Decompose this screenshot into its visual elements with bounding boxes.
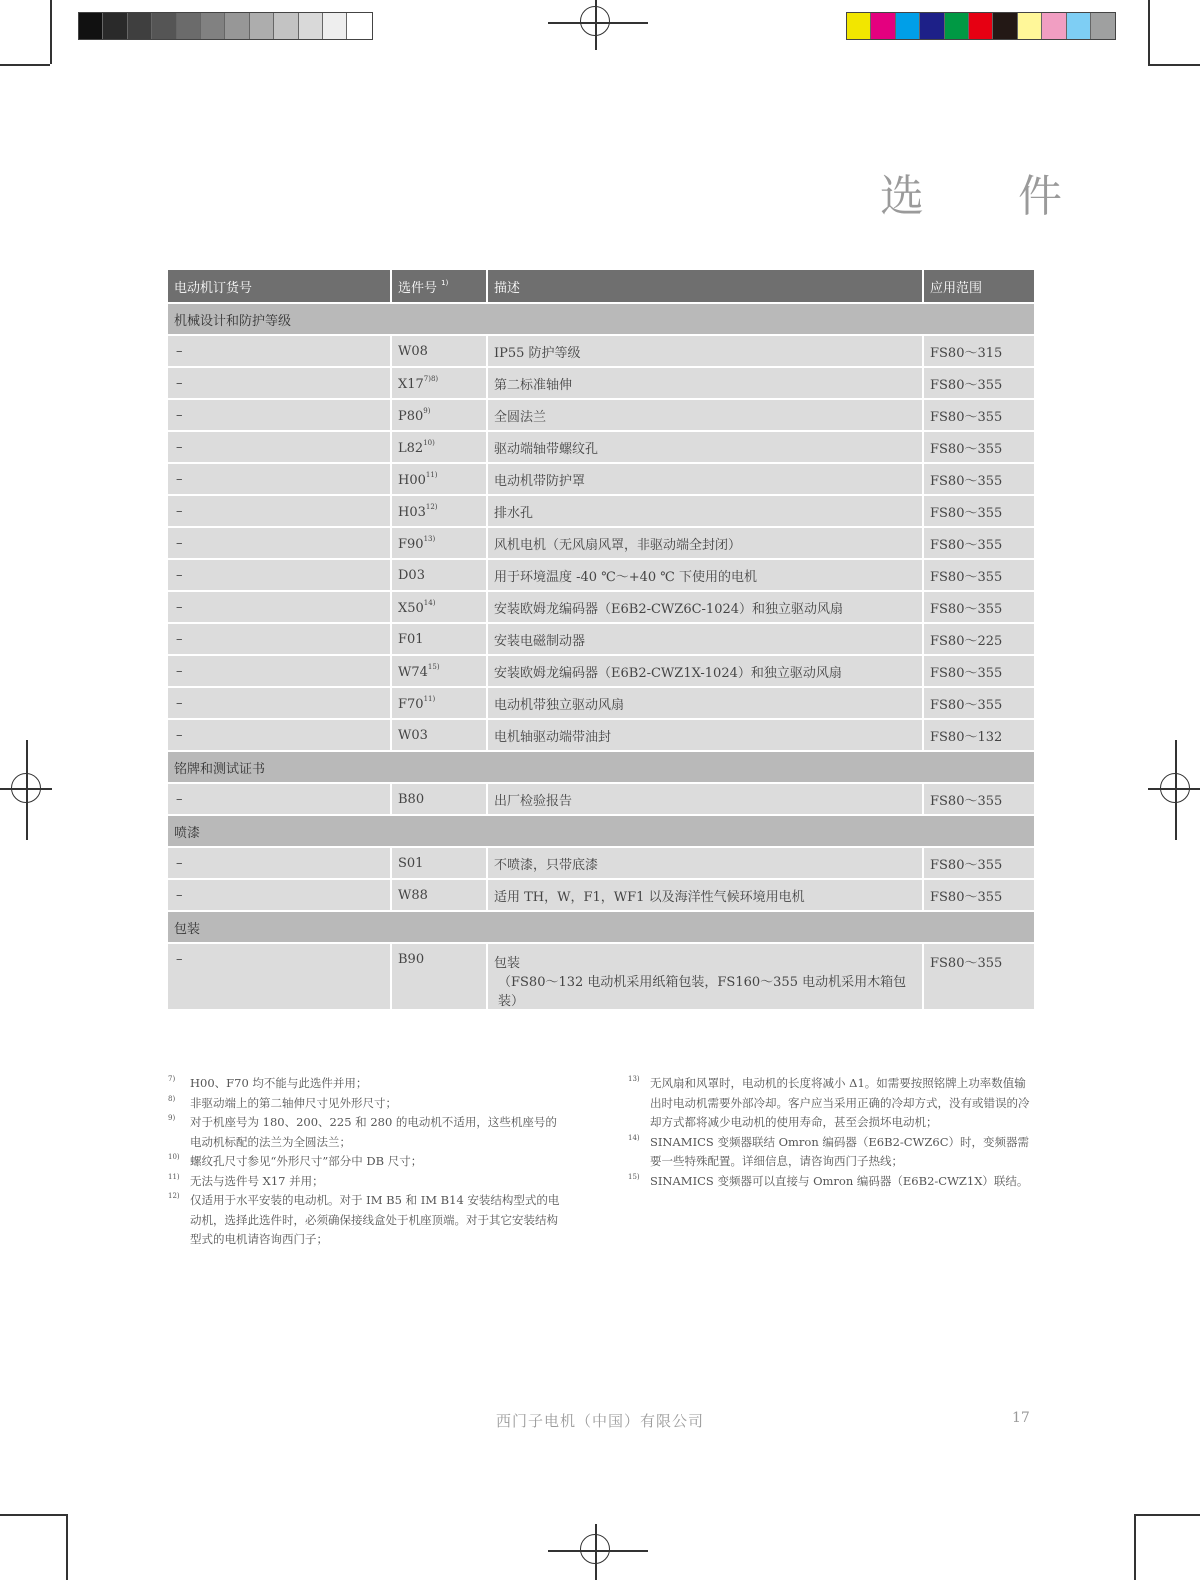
color-calibration-bar [846, 12, 1116, 40]
option-code-cell [391, 591, 487, 623]
option-footnote-ref: 9) [423, 406, 431, 415]
order-no-cell: – [167, 495, 391, 527]
description-text: 全圆法兰 [494, 409, 547, 425]
options-table [166, 268, 1036, 1011]
order-no-cell: – [167, 943, 391, 1010]
description-cell [487, 847, 923, 879]
order-no-cell: – [167, 623, 391, 655]
option-footnote-ref: 12) [425, 502, 438, 511]
header-range: 应用范围 [923, 269, 1035, 303]
footnote [628, 1133, 1032, 1172]
order-no-cell: – [167, 367, 391, 399]
color-swatch [847, 13, 871, 39]
option-footnote-ref: 13) [423, 534, 436, 543]
order-no-cell: – [167, 847, 391, 879]
option-code-cell [391, 943, 487, 1010]
range-cell: FS80～355 [923, 495, 1035, 527]
section-row [167, 815, 1035, 847]
grayscale-calibration-bar [78, 12, 373, 40]
range-cell: FS80～355 [923, 687, 1035, 719]
footnote-number: 11) [168, 1172, 180, 1181]
description-text: 排水孔 [494, 505, 534, 521]
footnote-number: 14) [628, 1133, 640, 1142]
gray-swatch [128, 13, 152, 39]
range-cell: FS80～355 [923, 399, 1035, 431]
page-number: 17 [1012, 1410, 1030, 1426]
table-row [167, 367, 1035, 399]
option-footnote-ref: 15) [427, 662, 440, 671]
description-text: 安装欧姆龙编码器（E6B2-CWZ1X-1024）和独立驱动风扇 [494, 665, 842, 681]
gray-swatch [250, 13, 274, 39]
option-code-cell [391, 527, 487, 559]
footnote [168, 1094, 568, 1114]
description-cell [487, 559, 923, 591]
footnote [168, 1152, 568, 1172]
footnote-number: 7) [168, 1075, 176, 1083]
description-text: 不喷漆，只带底漆 [494, 857, 599, 873]
table-row [167, 687, 1035, 719]
header-description: 描述 [487, 269, 923, 303]
description-cell [487, 591, 923, 623]
color-swatch [945, 13, 969, 39]
color-swatch [871, 13, 895, 39]
range-cell: FS80～225 [923, 623, 1035, 655]
option-code-cell [391, 687, 487, 719]
table-row [167, 879, 1035, 911]
range-cell: FS80～132 [923, 719, 1035, 751]
section-row [167, 751, 1035, 783]
section-title: 铭牌和测试证书 [167, 751, 1035, 783]
description-text: 用于环境温度 -40 ℃～+40 ℃ 下使用的电机 [494, 569, 757, 585]
footnote [628, 1172, 1032, 1192]
footnote-text: SINAMICS 变频器可以直接与 Omron 编码器（E6B2-CWZ1X）联结。 [650, 1173, 1029, 1188]
description-text: 第二标准轴伸 [494, 377, 573, 393]
description-cell [487, 335, 923, 367]
option-code: X17 [398, 376, 424, 392]
description-cell [487, 431, 923, 463]
description-cell [487, 463, 923, 495]
range-cell: FS80～355 [923, 559, 1035, 591]
color-swatch [920, 13, 944, 39]
option-code-cell [391, 879, 487, 911]
order-no-cell: – [167, 719, 391, 751]
option-code: L82 [398, 440, 424, 456]
table-row [167, 463, 1035, 495]
footnote-text: 仅适用于水平安装的电动机。对于 IM B5 和 IM B14 安装结构型式的电动机，选择此选件时，必须确保接线盒处于机座顶端。对于其它安装结构型式的电机请咨询西门子； [190, 1193, 560, 1246]
description-text: 包装 [494, 956, 521, 971]
footnote-number: 9) [168, 1114, 176, 1122]
description-cell [487, 399, 923, 431]
description-cell [487, 623, 923, 655]
option-code-cell [391, 495, 487, 527]
description-cell [487, 495, 923, 527]
description-text: 电动机带防护罩 [494, 473, 586, 489]
description-cell [487, 719, 923, 751]
range-cell: FS80～355 [923, 463, 1035, 495]
section-title: 机械设计和防护等级 [167, 303, 1035, 335]
footnote-number: 8) [168, 1094, 176, 1103]
option-code-cell [391, 655, 487, 687]
description-cell [487, 783, 923, 815]
table-row [167, 399, 1035, 431]
table-row [167, 847, 1035, 879]
color-swatch [969, 13, 993, 39]
order-no-cell: – [167, 399, 391, 431]
description-text: 适用 TH，W，F1，WF1 以及海洋性气候环境用电机 [494, 889, 805, 905]
section-title: 包装 [167, 911, 1035, 943]
header-option-no-label: 选件号 [398, 280, 438, 296]
table-row [167, 623, 1035, 655]
table-row [167, 527, 1035, 559]
option-code-cell [391, 463, 487, 495]
color-swatch [1091, 13, 1115, 39]
range-cell: FS80～355 [923, 367, 1035, 399]
table-row [167, 783, 1035, 815]
range-cell: FS80～355 [923, 879, 1035, 911]
option-code: W08 [398, 343, 428, 359]
footnote-text: 无法与选件号 X17 并用； [190, 1173, 324, 1188]
option-code: P80 [398, 408, 424, 424]
footer-company: 西门子电机（中国）有限公司 [495, 1412, 704, 1430]
description-cell [487, 527, 923, 559]
footnote-text: 螺纹孔尺寸参见“外形尺寸”部分中 DB 尺寸； [190, 1154, 423, 1168]
option-code: B80 [398, 791, 425, 807]
color-swatch [896, 13, 920, 39]
range-cell: FS80～355 [923, 943, 1035, 1010]
option-code-cell [391, 559, 487, 591]
header-order-no: 电动机订货号 [167, 269, 391, 303]
footnotes-right [628, 1074, 1032, 1191]
order-no-cell: – [167, 335, 391, 367]
header-option-no-footnote: 1) [441, 278, 449, 287]
range-cell: FS80～355 [923, 655, 1035, 687]
option-footnote-ref: 14) [423, 598, 436, 607]
description-text: IP55 防护等级 [494, 345, 581, 361]
table-row [167, 335, 1035, 367]
header-option-no [391, 269, 487, 303]
range-cell: FS80～355 [923, 431, 1035, 463]
option-code: H00 [398, 472, 426, 488]
description-text: 电机轴驱动端带油封 [494, 729, 612, 745]
footnote-number: 13) [628, 1075, 640, 1083]
range-cell: FS80～355 [923, 527, 1035, 559]
gray-swatch [177, 13, 201, 39]
gray-swatch [347, 13, 371, 39]
option-code-cell [391, 847, 487, 879]
description-cell [487, 879, 923, 911]
section-row [167, 911, 1035, 943]
color-swatch [1042, 13, 1066, 39]
footnote [168, 1172, 568, 1192]
footnote-number: 12) [168, 1192, 180, 1200]
table-header-row [167, 269, 1035, 303]
color-swatch [993, 13, 1017, 39]
page-title: 选 件 [880, 171, 1102, 222]
gray-swatch [152, 13, 176, 39]
footnote [168, 1113, 568, 1152]
section-row [167, 303, 1035, 335]
description-cell [487, 367, 923, 399]
gray-swatch [323, 13, 347, 39]
description-text: 风机电机（无风扇风罩，非驱动端全封闭） [494, 537, 742, 553]
option-code-cell [391, 367, 487, 399]
footnote-number: 15) [628, 1172, 640, 1181]
description-text: 出厂检验报告 [494, 793, 573, 809]
option-code-cell [391, 623, 487, 655]
description-text: 电动机带独立驱动风扇 [494, 697, 625, 713]
gray-swatch [225, 13, 249, 39]
option-code-cell [391, 335, 487, 367]
option-code: B90 [398, 952, 425, 967]
option-footnote-ref: 11) [423, 694, 436, 703]
footnote-text: SINAMICS 变频器联结 Omron 编码器（E6B2-CWZ6C）时，变频器需要一些特殊配置。详细信息，请咨询西门子热线； [650, 1134, 1029, 1168]
gray-swatch [103, 13, 127, 39]
order-no-cell: – [167, 879, 391, 911]
option-code-cell [391, 399, 487, 431]
description-text: 安装欧姆龙编码器（E6B2-CWZ6C-1024）和独立驱动风扇 [494, 601, 844, 617]
footnote [168, 1191, 568, 1250]
range-cell: FS80～315 [923, 335, 1035, 367]
option-code-cell [391, 431, 487, 463]
table-body [167, 303, 1035, 1010]
option-code: H03 [398, 504, 426, 520]
option-code: D03 [398, 567, 425, 583]
order-no-cell: – [167, 591, 391, 623]
table-row [167, 495, 1035, 527]
order-no-cell: – [167, 527, 391, 559]
description-cell [487, 687, 923, 719]
footnote-text: H00、F70 均不能与此选件并用； [190, 1076, 368, 1090]
table-row [167, 591, 1035, 623]
option-code-cell [391, 719, 487, 751]
description-cell [487, 943, 923, 1010]
option-footnote-ref: 10) [423, 438, 435, 447]
gray-swatch [201, 13, 225, 39]
order-no-cell: – [167, 783, 391, 815]
footnote-text: 非驱动端上的第二轴伸尺寸见外形尺寸； [190, 1095, 397, 1110]
option-footnote-ref: 11) [425, 470, 438, 479]
gray-swatch [299, 13, 323, 39]
footnotes-left [168, 1074, 568, 1250]
option-code: W88 [398, 887, 428, 903]
gray-swatch [79, 13, 103, 39]
option-code: F70 [398, 696, 424, 712]
range-cell: FS80～355 [923, 847, 1035, 879]
option-code: X50 [398, 600, 424, 616]
table-row [167, 559, 1035, 591]
range-cell: FS80～355 [923, 783, 1035, 815]
option-code: F01 [398, 631, 424, 647]
footnote-number: 10) [168, 1153, 180, 1161]
footnote-text: 对于机座号为 180、200、225 和 280 的电动机不适用，这些机座号的电动机标配的法兰为全圆法兰； [190, 1115, 557, 1149]
footnote [168, 1074, 568, 1094]
gray-swatch [274, 13, 298, 39]
range-cell: FS80～355 [923, 591, 1035, 623]
description-text: 驱动端轴带螺纹孔 [494, 441, 599, 457]
color-swatch [1018, 13, 1042, 39]
table-row [167, 431, 1035, 463]
description-detail: （FS80～132 电动机采用纸箱包装，FS160～355 电动机采用木箱包装） [498, 975, 907, 1009]
table-row [167, 943, 1035, 1010]
order-no-cell: – [167, 559, 391, 591]
description-cell [487, 655, 923, 687]
option-code: W74 [398, 664, 428, 680]
order-no-cell: – [167, 687, 391, 719]
order-no-cell: – [167, 431, 391, 463]
section-title: 喷漆 [167, 815, 1035, 847]
table-row [167, 655, 1035, 687]
option-code: F90 [398, 536, 424, 552]
option-code: S01 [398, 855, 424, 871]
table-row [167, 719, 1035, 751]
option-code-cell [391, 783, 487, 815]
footnote-text: 无风扇和风罩时，电动机的长度将减小 Δ1。如需要按照铭牌上功率数值输出时电动机需要外部冷却。客户应当采用正确的冷却方式，没有或错误的冷却方式都将减少电动机的使用寿命，甚至会损坏电动机； [650, 1076, 1030, 1129]
option-footnote-ref: 7)8) [423, 374, 439, 383]
order-no-cell: – [167, 463, 391, 495]
order-no-cell: – [167, 655, 391, 687]
option-code: W03 [398, 727, 428, 743]
footnote [628, 1074, 1032, 1133]
color-swatch [1067, 13, 1091, 39]
description-text: 安装电磁制动器 [494, 633, 586, 649]
